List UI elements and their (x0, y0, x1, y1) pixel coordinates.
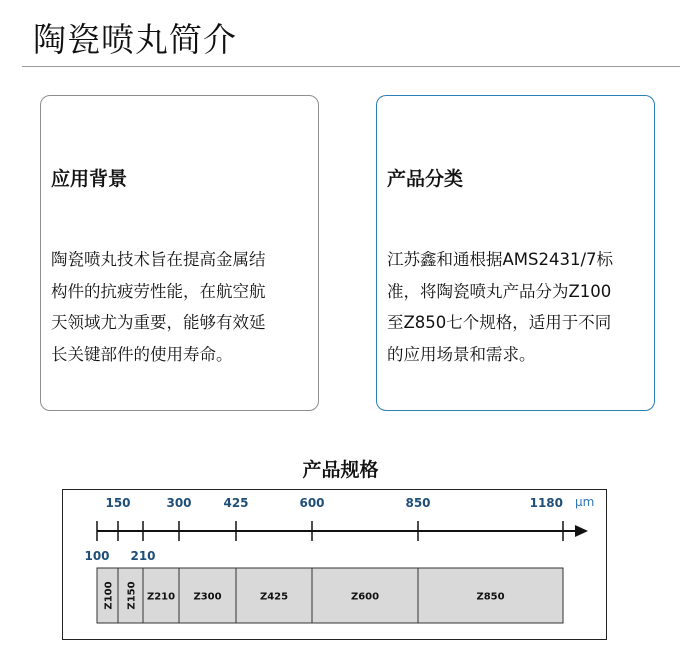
tick-label-top: 850 (405, 496, 431, 510)
tick-label-top: 600 (299, 496, 325, 510)
tick-label-top: 1180 (529, 496, 563, 510)
card-heading: 产品分类 (387, 168, 464, 190)
axis-unit-label: μm (575, 495, 595, 509)
product-range-label: Z600 (350, 591, 380, 603)
card-body-line: 的应用场景和需求。 (387, 344, 536, 364)
product-range-label: Z300 (193, 591, 222, 603)
card-application-background (40, 95, 319, 411)
card-heading: 应用背景 (51, 168, 128, 190)
card-body-line: 长关键部件的使用寿命。 (51, 344, 233, 364)
tick-label-bottom: 100 (84, 549, 110, 563)
axis-arrow-icon (575, 525, 588, 537)
tick-label-top: 425 (223, 496, 249, 510)
title-divider (22, 66, 680, 67)
tick-label-top: 150 (105, 496, 131, 510)
tick-label-top: 300 (166, 496, 192, 510)
card-body (51, 244, 309, 370)
card-body (387, 244, 645, 370)
spec-title: 产品规格 (302, 459, 379, 481)
tick-label-bottom: 210 (130, 549, 156, 563)
card-body-line: 天领域尤为重要，能够有效延 (51, 313, 266, 332)
product-range-label: Z425 (259, 591, 289, 603)
product-range-label: Z210 (146, 591, 176, 603)
page-title: 陶瓷喷丸简介 (33, 20, 237, 59)
card-body-line: 准，将陶瓷喷丸产品分为Z100 (387, 281, 612, 301)
card-product-classification (376, 95, 655, 411)
product-range-label: Z850 (476, 591, 505, 603)
spec-diagram (63, 490, 606, 639)
product-range-label: Z150 (126, 581, 138, 610)
card-body-line: 至Z850七个规格，适用于不同 (387, 313, 612, 332)
card-body-line: 陶瓷喷丸技术旨在提高金属结 (51, 250, 266, 269)
product-range-label: Z100 (103, 581, 115, 610)
card-body-line: 江苏鑫和通根据AMS2431/7标 (387, 250, 614, 269)
card-body-line: 构件的抗疲劳性能，在航空航 (51, 281, 266, 301)
spec-diagram-frame (62, 489, 607, 640)
